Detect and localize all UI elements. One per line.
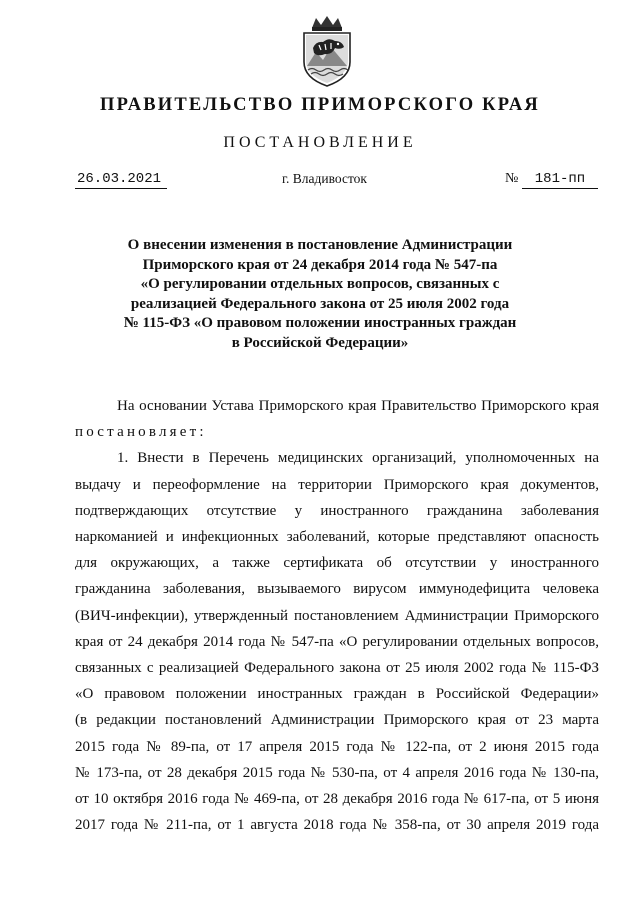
heading-line: в Российской Федерации»: [231, 334, 409, 351]
document-date: 26.03.2021: [75, 170, 167, 189]
document-body: [75, 393, 599, 838]
body-line: «О правовом положении иностранных граждан в Российской Федерации»: [75, 686, 599, 703]
heading-line: реализацией Федерального закона от 25 июля 2002 года: [130, 295, 510, 312]
document-number-label: №: [505, 171, 519, 186]
coat-of-arms-tiger-icon: [298, 14, 356, 88]
body-line: для окружающих, а также сертификата об отсутствии у иностранного: [75, 555, 599, 572]
body-line: 2017 года № 211-па, от 1 августа 2018 года № 358-па, от 30 апреля 2019 года: [75, 817, 599, 834]
document-heading: [100, 236, 540, 353]
heading-line: № 115-ФЗ «О правовом положении иностранных граждан: [123, 315, 517, 331]
body-line: 2015 года № 89-па, от 17 апреля 2015 года № 122-па, от 2 июня 2015 года: [75, 738, 599, 755]
document-meta-row: [0, 170, 640, 192]
document-number: 181-пп: [522, 170, 598, 189]
document-city: г. Владивосток: [282, 171, 367, 186]
document-type: ПОСТАНОВЛЕНИЕ: [223, 134, 417, 151]
government-title: ПРАВИТЕЛЬСТВО ПРИМОРСКОГО КРАЯ: [99, 95, 540, 115]
body-line: На основании Устава Приморского края Правительство Приморского края: [117, 398, 599, 414]
body-line: выдачу и переоформление на территории Приморского края документов,: [75, 476, 599, 493]
body-line: (ВИЧ-инфекции), утвержденный постановлением Администрации Приморского: [75, 607, 599, 624]
body-line: № 173-па, от 28 декабря 2015 года № 530-па, от 4 апреля 2016 года № 130-па,: [75, 764, 599, 781]
body-line: подтверждающих отсутствие у иностранного гражданина заболевания: [75, 502, 599, 519]
heading-line: Приморского края от 24 декабря 2014 года № 547-па: [142, 256, 498, 273]
body-line: от 10 октября 2016 года № 469-па, от 28 декабря 2016 года № 617-па, от 5 июня: [75, 791, 599, 808]
heading-line: О внесении изменения в постановление Администрации: [127, 237, 513, 253]
body-line: (в редакции постановлений Администрации Приморского края от 23 марта: [75, 712, 599, 729]
body-line: наркоманией и инфекционных заболеваний, которые представляют опасность: [75, 529, 599, 546]
body-line: постановляет:: [75, 424, 207, 441]
body-line: 1. Внести в Перечень медицинских организаций, уполномоченных на: [117, 450, 599, 467]
body-line: края от 24 декабря 2014 года № 547-па «О регулировании отдельных вопросов,: [75, 633, 599, 650]
body-line: гражданина заболевания, вызываемого вирусом иммунодефицита человека: [75, 581, 599, 598]
body-line: связанных с реализацией Федерального закона от 25 июля 2002 года № 115-ФЗ: [75, 660, 599, 677]
heading-line: «О регулировании отдельных вопросов, связанных с: [140, 276, 500, 292]
